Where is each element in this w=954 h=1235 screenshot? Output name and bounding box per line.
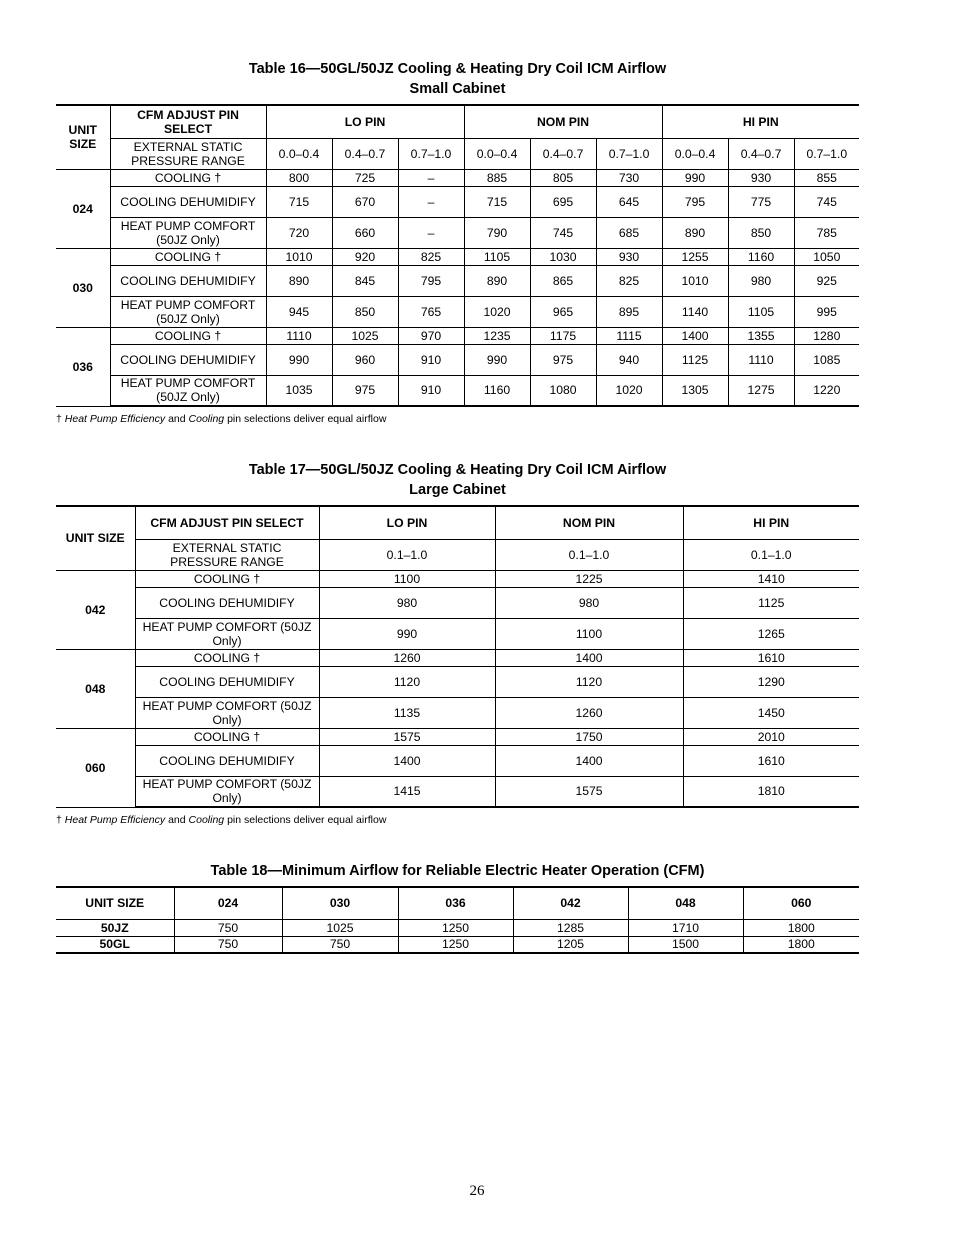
table17-cell: 1100 bbox=[319, 570, 495, 587]
table17-row-label: HEAT PUMP COMFORT (50JZ Only) bbox=[135, 776, 319, 807]
table16-row-label: COOLING DEHUMIDIFY bbox=[110, 186, 266, 217]
table16-cell: 1025 bbox=[332, 327, 398, 344]
table18-min-airflow-electric-heater bbox=[56, 886, 859, 954]
table16-cell: 825 bbox=[398, 248, 464, 265]
table17-cell: 1575 bbox=[495, 776, 683, 807]
table-row bbox=[56, 936, 859, 953]
table17-cell: 980 bbox=[319, 587, 495, 618]
table16-cell: 1140 bbox=[662, 296, 728, 327]
table17-cell: 1100 bbox=[495, 618, 683, 649]
table18-cell: 750 bbox=[174, 919, 282, 936]
table16-unit-size-030: 030 bbox=[56, 248, 110, 327]
table-row bbox=[56, 248, 859, 265]
table17-cell: 1400 bbox=[495, 745, 683, 776]
table17-unit-size-060: 060 bbox=[56, 728, 135, 807]
table18-cell: 1250 bbox=[398, 936, 513, 953]
table16-range-2: 0.7–1.0 bbox=[398, 138, 464, 169]
footnote-dagger: † bbox=[56, 413, 62, 425]
table18-cell: 1025 bbox=[282, 919, 398, 936]
table16-cell: 720 bbox=[266, 217, 332, 248]
table16-cell: 785 bbox=[794, 217, 859, 248]
table17-cell: 1120 bbox=[319, 666, 495, 697]
table16-cell: 1035 bbox=[266, 375, 332, 406]
table17-cell: 1265 bbox=[683, 618, 859, 649]
table16-range-4: 0.4–0.7 bbox=[530, 138, 596, 169]
table16-cell: 1160 bbox=[728, 248, 794, 265]
table16-cell: 855 bbox=[794, 169, 859, 186]
table16-row-label: COOLING DEHUMIDIFY bbox=[110, 344, 266, 375]
table18-cell: 750 bbox=[174, 936, 282, 953]
table17-cell: 1260 bbox=[495, 697, 683, 728]
table16-cell: 910 bbox=[398, 344, 464, 375]
table16-cell: – bbox=[398, 217, 464, 248]
table16-range-5: 0.7–1.0 bbox=[596, 138, 662, 169]
table17-cell: 1290 bbox=[683, 666, 859, 697]
table18-header-size-024: 024 bbox=[174, 887, 282, 919]
footnote-heat-pump-efficiency: Heat Pump Efficiency bbox=[64, 413, 166, 425]
table17-row-label: COOLING † bbox=[135, 649, 319, 666]
table16-row-label: HEAT PUMP COMFORT (50JZ Only) bbox=[110, 296, 266, 327]
table17-header-lo-pin: LO PIN bbox=[319, 506, 495, 539]
table16-cell: 715 bbox=[266, 186, 332, 217]
table16-cell: 845 bbox=[332, 265, 398, 296]
table16-cell: 1020 bbox=[596, 375, 662, 406]
table18-header-size-030: 030 bbox=[282, 887, 398, 919]
table16-cell: 1080 bbox=[530, 375, 596, 406]
table-row bbox=[56, 344, 859, 375]
table17-unit-size-048: 048 bbox=[56, 649, 135, 728]
table18-cell: 1710 bbox=[628, 919, 743, 936]
table17-cell: 1810 bbox=[683, 776, 859, 807]
table16-unit-size-024: 024 bbox=[56, 169, 110, 248]
footnote-cooling: Cooling bbox=[188, 814, 225, 826]
table-row bbox=[56, 375, 859, 406]
table16-cell: 1110 bbox=[728, 344, 794, 375]
table16-range-6: 0.0–0.4 bbox=[662, 138, 728, 169]
table18-cell: 1285 bbox=[513, 919, 628, 936]
table16-cell: 1115 bbox=[596, 327, 662, 344]
table-row bbox=[56, 217, 859, 248]
table-row bbox=[56, 618, 859, 649]
table-row bbox=[56, 296, 859, 327]
table16-cell: 945 bbox=[266, 296, 332, 327]
table16-cell: 795 bbox=[398, 265, 464, 296]
table17-subtitle: Large Cabinet bbox=[409, 482, 506, 498]
table17-title bbox=[56, 460, 859, 500]
table17-cell: 1260 bbox=[319, 649, 495, 666]
table18-cell: 1500 bbox=[628, 936, 743, 953]
table16-cell: 745 bbox=[530, 217, 596, 248]
table16-cell: 795 bbox=[662, 186, 728, 217]
table16-cell: 910 bbox=[398, 375, 464, 406]
table-row bbox=[56, 265, 859, 296]
table16-range-7: 0.4–0.7 bbox=[728, 138, 794, 169]
table16-footnote bbox=[56, 413, 386, 426]
table16-row-label: COOLING † bbox=[110, 169, 266, 186]
table-row bbox=[56, 745, 859, 776]
table17-header-esp-range: EXTERNAL STATIC PRESSURE RANGE bbox=[135, 539, 319, 570]
table16-cell: 725 bbox=[332, 169, 398, 186]
table16-cell: 990 bbox=[464, 344, 530, 375]
table16-header-hi-pin: HI PIN bbox=[662, 105, 859, 138]
table16-cell: 775 bbox=[728, 186, 794, 217]
table16-cell: 765 bbox=[398, 296, 464, 327]
table-row bbox=[56, 186, 859, 217]
table16-subtitle: Small Cabinet bbox=[409, 81, 506, 97]
table17-row-label: HEAT PUMP COMFORT (50JZ Only) bbox=[135, 697, 319, 728]
table17-row-label: COOLING DEHUMIDIFY bbox=[135, 745, 319, 776]
table16-cell: 1255 bbox=[662, 248, 728, 265]
table16-cell: 995 bbox=[794, 296, 859, 327]
table16-title-text: Table 16—50GL/50JZ Cooling & Heating Dry Coil ICM Airflow bbox=[248, 61, 667, 77]
table16-cell: 940 bbox=[596, 344, 662, 375]
table16-cell: 1010 bbox=[662, 265, 728, 296]
table17-title-text: Table 17—50GL/50JZ Cooling & Heating Dry Coil ICM Airflow bbox=[248, 462, 667, 478]
table16-cell: – bbox=[398, 169, 464, 186]
table16-cell: 925 bbox=[794, 265, 859, 296]
table18-header-size-042: 042 bbox=[513, 887, 628, 919]
table16-cell: 715 bbox=[464, 186, 530, 217]
table18-header-size-048: 048 bbox=[628, 887, 743, 919]
table16-title bbox=[56, 59, 859, 99]
table-row bbox=[56, 169, 859, 186]
footnote-and: and bbox=[168, 413, 186, 425]
table18-cell: 1205 bbox=[513, 936, 628, 953]
table18-cell: 750 bbox=[282, 936, 398, 953]
table16-cell: 1280 bbox=[794, 327, 859, 344]
table16-cell: 1010 bbox=[266, 248, 332, 265]
table17-cell: 1225 bbox=[495, 570, 683, 587]
table16-cell: 970 bbox=[398, 327, 464, 344]
table16-cell: 850 bbox=[728, 217, 794, 248]
table16-cell: 1355 bbox=[728, 327, 794, 344]
table16-row-label: HEAT PUMP COMFORT (50JZ Only) bbox=[110, 217, 266, 248]
footnote-tail: pin selections deliver equal airflow bbox=[227, 814, 387, 826]
table16-cell: 1030 bbox=[530, 248, 596, 265]
table17-row-label: COOLING DEHUMIDIFY bbox=[135, 666, 319, 697]
table18-row-label: 50JZ bbox=[56, 919, 174, 936]
table16-cell: 850 bbox=[332, 296, 398, 327]
table16-cell: 800 bbox=[266, 169, 332, 186]
table16-cell: 695 bbox=[530, 186, 596, 217]
table17-cell: 990 bbox=[319, 618, 495, 649]
table17-cell: 1410 bbox=[683, 570, 859, 587]
table18-title: Table 18—Minimum Airflow for Reliable Electric Heater Operation (CFM) bbox=[210, 863, 705, 879]
footnote-cooling: Cooling bbox=[188, 413, 225, 425]
table16-row-label: COOLING † bbox=[110, 327, 266, 344]
table16-cell: 745 bbox=[794, 186, 859, 217]
table16-cell: 965 bbox=[530, 296, 596, 327]
table16-cell: 825 bbox=[596, 265, 662, 296]
table17-header-nom-pin: NOM PIN bbox=[495, 506, 683, 539]
table16-cell: 1105 bbox=[464, 248, 530, 265]
table16-cell: 885 bbox=[464, 169, 530, 186]
table16-cell: 1125 bbox=[662, 344, 728, 375]
table-row bbox=[56, 327, 859, 344]
table16-row-label: COOLING DEHUMIDIFY bbox=[110, 265, 266, 296]
table17-cell: 1450 bbox=[683, 697, 859, 728]
table18-cell: 1800 bbox=[743, 919, 859, 936]
table16-cell: 1105 bbox=[728, 296, 794, 327]
footnote-dagger: † bbox=[56, 814, 62, 826]
table16-range-0: 0.0–0.4 bbox=[266, 138, 332, 169]
table18-cell: 1250 bbox=[398, 919, 513, 936]
footnote-and: and bbox=[168, 814, 186, 826]
table16-cell: 660 bbox=[332, 217, 398, 248]
table17-footnote bbox=[56, 814, 386, 827]
table16-cell: 730 bbox=[596, 169, 662, 186]
table16-header-nom-pin: NOM PIN bbox=[464, 105, 662, 138]
table16-cell: 890 bbox=[266, 265, 332, 296]
table16-range-3: 0.0–0.4 bbox=[464, 138, 530, 169]
table-row bbox=[56, 697, 859, 728]
table16-cell: 920 bbox=[332, 248, 398, 265]
table17-cell: 1125 bbox=[683, 587, 859, 618]
table18-header-unit-size: UNIT SIZE bbox=[56, 887, 174, 919]
table17-header-unit-size: UNIT SIZE bbox=[56, 506, 135, 570]
table18-row-label: 50GL bbox=[56, 936, 174, 953]
table16-header-lo-pin: LO PIN bbox=[266, 105, 464, 138]
table16-cell: 980 bbox=[728, 265, 794, 296]
table16-cell: 960 bbox=[332, 344, 398, 375]
table18-header-size-060: 060 bbox=[743, 887, 859, 919]
table17-unit-size-042: 042 bbox=[56, 570, 135, 649]
table16-range-1: 0.4–0.7 bbox=[332, 138, 398, 169]
table17-cell: 1400 bbox=[319, 745, 495, 776]
table-row bbox=[56, 570, 859, 587]
table18-cell: 1800 bbox=[743, 936, 859, 953]
table-row bbox=[56, 728, 859, 745]
table16-cell: 975 bbox=[332, 375, 398, 406]
table16-cell: 1175 bbox=[530, 327, 596, 344]
table16-cell: 1400 bbox=[662, 327, 728, 344]
table16-cell: 990 bbox=[266, 344, 332, 375]
table16-cell: 975 bbox=[530, 344, 596, 375]
table16-cell: 1020 bbox=[464, 296, 530, 327]
table16-cell: 1085 bbox=[794, 344, 859, 375]
table16-cell: 790 bbox=[464, 217, 530, 248]
table16-cell: 990 bbox=[662, 169, 728, 186]
table16-cell: 1235 bbox=[464, 327, 530, 344]
table17-range-1: 0.1–1.0 bbox=[495, 539, 683, 570]
table16-cell: 1305 bbox=[662, 375, 728, 406]
table17-row-label: COOLING † bbox=[135, 728, 319, 745]
table16-cell: 645 bbox=[596, 186, 662, 217]
page-number: 26 bbox=[469, 1183, 485, 1199]
table18-header-size-036: 036 bbox=[398, 887, 513, 919]
table16-cell: 1220 bbox=[794, 375, 859, 406]
table17-cell: 1135 bbox=[319, 697, 495, 728]
table16-row-label: HEAT PUMP COMFORT (50JZ Only) bbox=[110, 375, 266, 406]
table17-header-hi-pin: HI PIN bbox=[683, 506, 859, 539]
table16-cell: 1110 bbox=[266, 327, 332, 344]
table17-cell: 1400 bbox=[495, 649, 683, 666]
table-row bbox=[56, 776, 859, 807]
footnote-heat-pump-efficiency: Heat Pump Efficiency bbox=[64, 814, 166, 826]
footnote-tail: pin selections deliver equal airflow bbox=[227, 413, 387, 425]
table17-large-cabinet-airflow bbox=[56, 505, 859, 808]
table-row bbox=[56, 587, 859, 618]
table16-row-label: COOLING † bbox=[110, 248, 266, 265]
table16-cell: 1275 bbox=[728, 375, 794, 406]
table-row bbox=[56, 649, 859, 666]
table16-cell: 1050 bbox=[794, 248, 859, 265]
table16-header-esp-range: EXTERNAL STATIC PRESSURE RANGE bbox=[110, 138, 266, 169]
table17-header-cfm-adjust: CFM ADJUST PIN SELECT bbox=[135, 506, 319, 539]
table17-cell: 1415 bbox=[319, 776, 495, 807]
table17-cell: 1610 bbox=[683, 745, 859, 776]
table16-cell: – bbox=[398, 186, 464, 217]
table17-row-label: COOLING DEHUMIDIFY bbox=[135, 587, 319, 618]
table16-range-8: 0.7–1.0 bbox=[794, 138, 859, 169]
table16-header-unit-size: UNIT SIZE bbox=[56, 105, 110, 169]
table16-cell: 670 bbox=[332, 186, 398, 217]
table-row bbox=[56, 919, 859, 936]
table17-cell: 980 bbox=[495, 587, 683, 618]
table16-unit-size-036: 036 bbox=[56, 327, 110, 406]
table16-header-cfm-adjust: CFM ADJUST PIN SELECT bbox=[110, 105, 266, 138]
table17-cell: 1120 bbox=[495, 666, 683, 697]
table17-cell: 2010 bbox=[683, 728, 859, 745]
table16-cell: 1160 bbox=[464, 375, 530, 406]
table17-row-label: HEAT PUMP COMFORT (50JZ Only) bbox=[135, 618, 319, 649]
table16-cell: 805 bbox=[530, 169, 596, 186]
table17-cell: 1575 bbox=[319, 728, 495, 745]
table16-cell: 890 bbox=[662, 217, 728, 248]
table17-range-2: 0.1–1.0 bbox=[683, 539, 859, 570]
table16-cell: 685 bbox=[596, 217, 662, 248]
table16-cell: 890 bbox=[464, 265, 530, 296]
table17-cell: 1610 bbox=[683, 649, 859, 666]
table-row bbox=[56, 666, 859, 697]
table17-range-0: 0.1–1.0 bbox=[319, 539, 495, 570]
table16-cell: 930 bbox=[596, 248, 662, 265]
table17-row-label: COOLING † bbox=[135, 570, 319, 587]
table17-cell: 1750 bbox=[495, 728, 683, 745]
table16-cell: 865 bbox=[530, 265, 596, 296]
table16-cell: 895 bbox=[596, 296, 662, 327]
table16-small-cabinet-airflow bbox=[56, 104, 859, 407]
table16-cell: 930 bbox=[728, 169, 794, 186]
